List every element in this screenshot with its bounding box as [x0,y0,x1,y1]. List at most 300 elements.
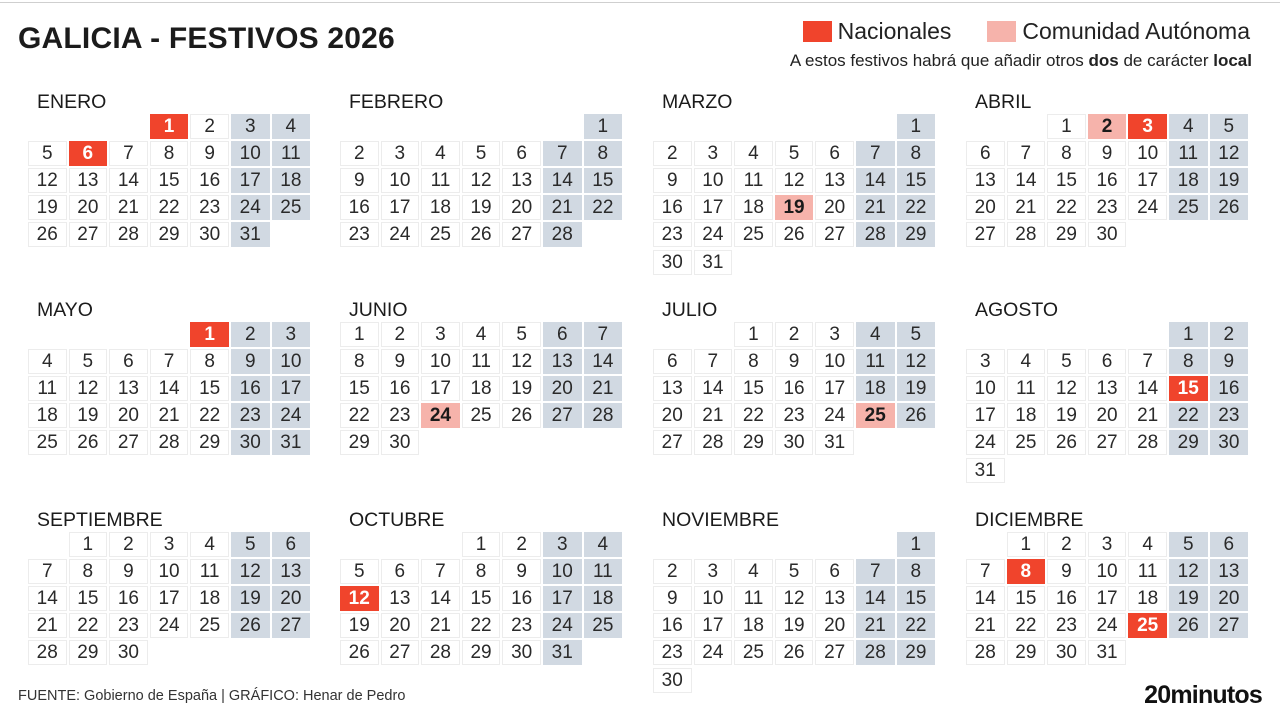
day-cell: 20 [109,403,148,428]
day-cell: 29 [1007,640,1046,665]
weekend-day-cell: 5 [231,532,270,557]
day-cell: 23 [1088,195,1127,220]
legend-national [803,18,952,45]
day-cell: 16 [1088,168,1127,193]
day-cell: 23 [381,403,420,428]
weekend-day-cell: 1 [1169,322,1208,347]
weekend-day-cell: 23 [1210,403,1249,428]
weekend-day-cell: 23 [231,403,270,428]
day-cell: 15 [734,376,773,401]
day-cell: 16 [109,586,148,611]
weekend-day-cell: 14 [584,349,623,374]
month-name: OCTUBRE [349,509,445,531]
regional-holiday-cell: 19 [775,195,814,220]
day-cell: 29 [1047,222,1086,247]
weekend-day-cell: 25 [584,613,623,638]
weekend-day-cell: 21 [543,195,582,220]
day-cell: 17 [421,376,460,401]
day-cell: 18 [190,586,229,611]
day-cell: 20 [502,195,541,220]
day-cell: 13 [815,586,854,611]
day-cell: 25 [462,403,501,428]
weekend-day-cell: 15 [897,586,936,611]
weekend-day-cell: 27 [543,403,582,428]
weekend-day-cell: 17 [543,586,582,611]
day-cell: 12 [502,349,541,374]
month-name: FEBRERO [349,91,444,113]
day-cell: 4 [190,532,229,557]
weekend-day-cell: 21 [584,376,623,401]
day-cell: 11 [462,349,501,374]
day-cell: 16 [653,195,692,220]
weekend-day-cell: 19 [897,376,936,401]
day-cell: 27 [69,222,108,247]
day-cell: 9 [653,168,692,193]
day-cell: 3 [966,349,1005,374]
day-cell: 28 [1128,430,1167,455]
day-cell: 1 [462,532,501,557]
day-cell: 25 [734,222,773,247]
national-holiday-cell: 1 [150,114,189,139]
day-cell: 9 [775,349,814,374]
day-cell: 11 [421,168,460,193]
day-cell: 7 [28,559,67,584]
day-cell: 9 [653,586,692,611]
day-cell: 5 [502,322,541,347]
day-cell: 8 [734,349,773,374]
weekend-day-cell: 13 [1210,559,1249,584]
weekend-day-cell: 1 [584,114,623,139]
day-cell: 30 [190,222,229,247]
day-cell: 28 [1007,222,1046,247]
month-enero [28,90,318,246]
day-cell: 17 [966,403,1005,428]
day-cell: 3 [150,532,189,557]
day-cell: 2 [190,114,229,139]
day-cell: 22 [69,613,108,638]
weekend-day-cell: 13 [272,559,311,584]
weekend-day-cell: 28 [543,222,582,247]
day-cell: 27 [966,222,1005,247]
month-name: ENERO [37,91,107,113]
weekend-day-cell: 10 [231,141,270,166]
day-cell: 9 [340,168,379,193]
day-cell: 5 [28,141,67,166]
day-cell: 6 [966,141,1005,166]
day-cell: 7 [109,141,148,166]
day-cell: 11 [1128,559,1167,584]
day-cell: 10 [381,168,420,193]
weekend-day-cell: 5 [897,322,936,347]
month-name: DICIEMBRE [975,509,1084,531]
day-cell: 11 [1007,376,1046,401]
day-cell: 22 [150,195,189,220]
day-cell: 27 [653,430,692,455]
weekend-day-cell: 18 [584,586,623,611]
day-cell: 7 [694,349,733,374]
month-marzo [653,90,943,273]
day-cell: 28 [150,430,189,455]
day-cell: 23 [109,613,148,638]
day-cell: 29 [69,640,108,665]
day-cell: 14 [109,168,148,193]
day-cell: 15 [462,586,501,611]
day-cell: 4 [734,141,773,166]
day-cell: 10 [1128,141,1167,166]
day-cell: 3 [1088,532,1127,557]
day-cell: 28 [966,640,1005,665]
month-abril [966,90,1256,246]
day-cell: 15 [150,168,189,193]
day-cell: 19 [502,376,541,401]
day-cell: 13 [69,168,108,193]
day-cell: 10 [966,376,1005,401]
weekend-day-cell: 6 [1210,532,1249,557]
day-cell: 8 [340,349,379,374]
day-cell: 24 [381,222,420,247]
day-cell: 23 [1047,613,1086,638]
day-cell: 24 [815,403,854,428]
day-cell: 29 [462,640,501,665]
day-cell: 10 [694,586,733,611]
day-cell: 11 [190,559,229,584]
day-cell: 23 [340,222,379,247]
day-cell: 23 [502,613,541,638]
day-cell: 6 [1088,349,1127,374]
weekend-day-cell: 3 [231,114,270,139]
weekend-day-cell: 4 [856,322,895,347]
note-text-2: de carácter [1118,51,1214,70]
day-cell: 12 [28,168,67,193]
day-cell: 20 [653,403,692,428]
regional-swatch [987,21,1016,42]
day-cell: 13 [109,376,148,401]
day-cell: 12 [1047,376,1086,401]
weekend-day-cell: 12 [897,349,936,374]
day-cell: 30 [381,430,420,455]
weekend-day-cell: 22 [584,195,623,220]
weekend-day-cell: 20 [1210,586,1249,611]
weekend-day-cell: 22 [897,195,936,220]
weekend-day-cell: 15 [897,168,936,193]
day-cell: 19 [462,195,501,220]
day-cell: 28 [28,640,67,665]
day-cell: 2 [653,559,692,584]
day-cell: 18 [28,403,67,428]
day-cell: 12 [69,376,108,401]
day-cell: 17 [381,195,420,220]
month-name: SEPTIEMBRE [37,509,163,531]
day-cell: 22 [462,613,501,638]
day-cell: 23 [653,222,692,247]
weekend-day-cell: 11 [1169,141,1208,166]
day-cell: 1 [69,532,108,557]
weekend-day-cell: 2 [1210,322,1249,347]
month-name: MAYO [37,299,93,321]
day-cell: 26 [462,222,501,247]
day-cell: 10 [150,559,189,584]
day-cell: 16 [653,613,692,638]
day-cell: 21 [421,613,460,638]
month-agosto [966,298,1256,481]
day-cell: 2 [502,532,541,557]
day-cell: 5 [775,141,814,166]
day-cell: 15 [1007,586,1046,611]
source-credit: FUENTE: Gobierno de España | GRÁFICO: Henar de Pedro [18,688,406,704]
day-cell: 25 [190,613,229,638]
day-cell: 1 [1047,114,1086,139]
day-cell: 16 [1047,586,1086,611]
weekend-day-cell: 28 [584,403,623,428]
day-cell: 14 [966,586,1005,611]
day-cell: 23 [775,403,814,428]
day-cell: 21 [1128,403,1167,428]
local-holidays-note [790,51,1252,71]
weekend-day-cell: 27 [1210,613,1249,638]
day-cell: 24 [150,613,189,638]
day-cell: 30 [109,640,148,665]
day-cell: 18 [462,376,501,401]
day-cell: 16 [775,376,814,401]
day-cell: 26 [28,222,67,247]
day-cell: 5 [69,349,108,374]
day-cell: 18 [421,195,460,220]
weekend-day-cell: 26 [1210,195,1249,220]
day-cell: 7 [1128,349,1167,374]
weekend-day-cell: 27 [272,613,311,638]
weekend-day-cell: 11 [856,349,895,374]
legend [803,18,1250,45]
day-cell: 6 [653,349,692,374]
day-cell: 1 [734,322,773,347]
day-cell: 12 [775,586,814,611]
day-cell: 20 [69,195,108,220]
legend-regional [987,18,1250,45]
day-cell: 31 [694,250,733,275]
weekend-day-cell: 14 [543,168,582,193]
day-cell: 6 [109,349,148,374]
day-cell: 9 [381,349,420,374]
weekend-day-cell: 19 [1210,168,1249,193]
weekend-day-cell: 6 [272,532,311,557]
month-febrero [340,90,630,246]
day-cell: 12 [775,168,814,193]
day-cell: 19 [28,195,67,220]
day-cell: 6 [381,559,420,584]
weekend-day-cell: 25 [1169,195,1208,220]
weekend-day-cell: 26 [1169,613,1208,638]
weekend-day-cell: 25 [272,195,311,220]
day-cell: 22 [1007,613,1046,638]
day-cell: 9 [502,559,541,584]
month-name: NOVIEMBRE [662,509,780,531]
day-cell: 2 [775,322,814,347]
weekend-day-cell: 29 [897,222,936,247]
month-mayo [28,298,318,454]
day-cell: 14 [150,376,189,401]
day-cell: 27 [1088,430,1127,455]
weekend-day-cell: 8 [897,141,936,166]
day-cell: 28 [421,640,460,665]
day-cell: 30 [502,640,541,665]
weekend-day-cell: 14 [856,586,895,611]
day-cell: 11 [28,376,67,401]
month-julio [653,298,943,454]
day-cell: 9 [1088,141,1127,166]
day-cell: 9 [190,141,229,166]
weekend-day-cell: 18 [856,376,895,401]
weekend-day-cell: 5 [1169,532,1208,557]
day-cell: 2 [340,141,379,166]
page-title: GALICIA - FESTIVOS 2026 [18,22,395,55]
weekend-day-cell: 20 [543,376,582,401]
day-cell: 15 [190,376,229,401]
day-cell: 27 [815,222,854,247]
day-cell: 20 [966,195,1005,220]
day-cell: 27 [502,222,541,247]
day-cell: 5 [1047,349,1086,374]
day-cell: 17 [150,586,189,611]
day-cell: 28 [109,222,148,247]
day-cell: 7 [966,559,1005,584]
weekend-day-cell: 8 [897,559,936,584]
day-cell: 18 [1128,586,1167,611]
weekend-day-cell: 14 [856,168,895,193]
day-cell: 18 [1007,403,1046,428]
day-cell: 24 [694,222,733,247]
day-cell: 17 [815,376,854,401]
weekend-day-cell: 31 [543,640,582,665]
weekend-day-cell: 13 [543,349,582,374]
weekend-day-cell: 4 [272,114,311,139]
day-cell: 7 [421,559,460,584]
weekend-day-cell: 15 [584,168,623,193]
day-cell: 20 [815,195,854,220]
day-cell: 9 [109,559,148,584]
day-cell: 8 [190,349,229,374]
weekend-day-cell: 17 [231,168,270,193]
day-cell: 13 [502,168,541,193]
day-cell: 14 [1128,376,1167,401]
weekend-day-cell: 24 [543,613,582,638]
day-cell: 30 [653,668,692,693]
weekend-day-cell: 22 [1169,403,1208,428]
day-cell: 31 [815,430,854,455]
month-name: AGOSTO [975,299,1059,321]
month-name: ABRIL [975,91,1032,113]
weekend-day-cell: 29 [897,640,936,665]
day-cell: 10 [421,349,460,374]
day-cell: 26 [340,640,379,665]
month-name: JULIO [662,299,718,321]
day-cell: 15 [69,586,108,611]
day-cell: 30 [653,250,692,275]
weekend-day-cell: 8 [584,141,623,166]
day-cell: 10 [815,349,854,374]
day-cell: 20 [815,613,854,638]
note-bold-1: dos [1088,51,1119,70]
national-holiday-cell: 6 [69,141,108,166]
day-cell: 27 [815,640,854,665]
day-cell: 14 [28,586,67,611]
day-cell: 24 [1088,613,1127,638]
weekend-day-cell: 4 [584,532,623,557]
day-cell: 2 [1047,532,1086,557]
national-holiday-cell: 3 [1128,114,1167,139]
month-octubre [340,508,630,664]
day-cell: 29 [190,430,229,455]
weekend-day-cell: 21 [856,613,895,638]
national-holiday-cell: 1 [190,322,229,347]
weekend-day-cell: 28 [856,640,895,665]
weekend-day-cell: 12 [1169,559,1208,584]
day-cell: 18 [734,613,773,638]
day-cell: 13 [966,168,1005,193]
weekend-day-cell: 30 [1210,430,1249,455]
day-cell: 21 [150,403,189,428]
regional-holiday-cell: 25 [856,403,895,428]
day-cell: 21 [966,613,1005,638]
day-cell: 26 [775,222,814,247]
day-cell: 20 [1088,403,1127,428]
day-cell: 13 [815,168,854,193]
note-text-1: A estos festivos habrá que añadir otros [789,51,1089,70]
day-cell: 22 [1047,195,1086,220]
day-cell: 15 [340,376,379,401]
month-name: MARZO [662,91,733,113]
weekend-day-cell: 24 [231,195,270,220]
weekend-day-cell: 11 [584,559,623,584]
day-cell: 5 [340,559,379,584]
day-cell: 23 [653,640,692,665]
day-cell: 14 [1007,168,1046,193]
day-cell: 11 [734,586,773,611]
day-cell: 3 [381,141,420,166]
legend-regional-label: Comunidad Autónoma [1022,18,1250,44]
day-cell: 6 [502,141,541,166]
day-cell: 4 [421,141,460,166]
day-cell: 26 [502,403,541,428]
day-cell: 26 [775,640,814,665]
month-name: JUNIO [349,299,408,321]
day-cell: 23 [190,195,229,220]
weekend-day-cell: 22 [897,613,936,638]
day-cell: 22 [734,403,773,428]
day-cell: 21 [109,195,148,220]
day-cell: 4 [28,349,67,374]
day-cell: 22 [340,403,379,428]
weekend-day-cell: 24 [272,403,311,428]
weekend-day-cell: 9 [231,349,270,374]
weekend-day-cell: 7 [543,141,582,166]
day-cell: 7 [1007,141,1046,166]
weekend-day-cell: 12 [1210,141,1249,166]
national-holiday-cell: 25 [1128,613,1167,638]
day-cell: 5 [462,141,501,166]
day-cell: 21 [1007,195,1046,220]
day-cell: 26 [69,430,108,455]
national-holiday-cell: 8 [1007,559,1046,584]
weekend-day-cell: 2 [231,322,270,347]
day-cell: 17 [694,613,733,638]
weekend-day-cell: 31 [272,430,311,455]
weekend-day-cell: 6 [543,322,582,347]
month-noviembre [653,508,943,691]
day-cell: 31 [1088,640,1127,665]
weekend-day-cell: 16 [1210,376,1249,401]
weekend-day-cell: 18 [272,168,311,193]
day-cell: 14 [694,376,733,401]
